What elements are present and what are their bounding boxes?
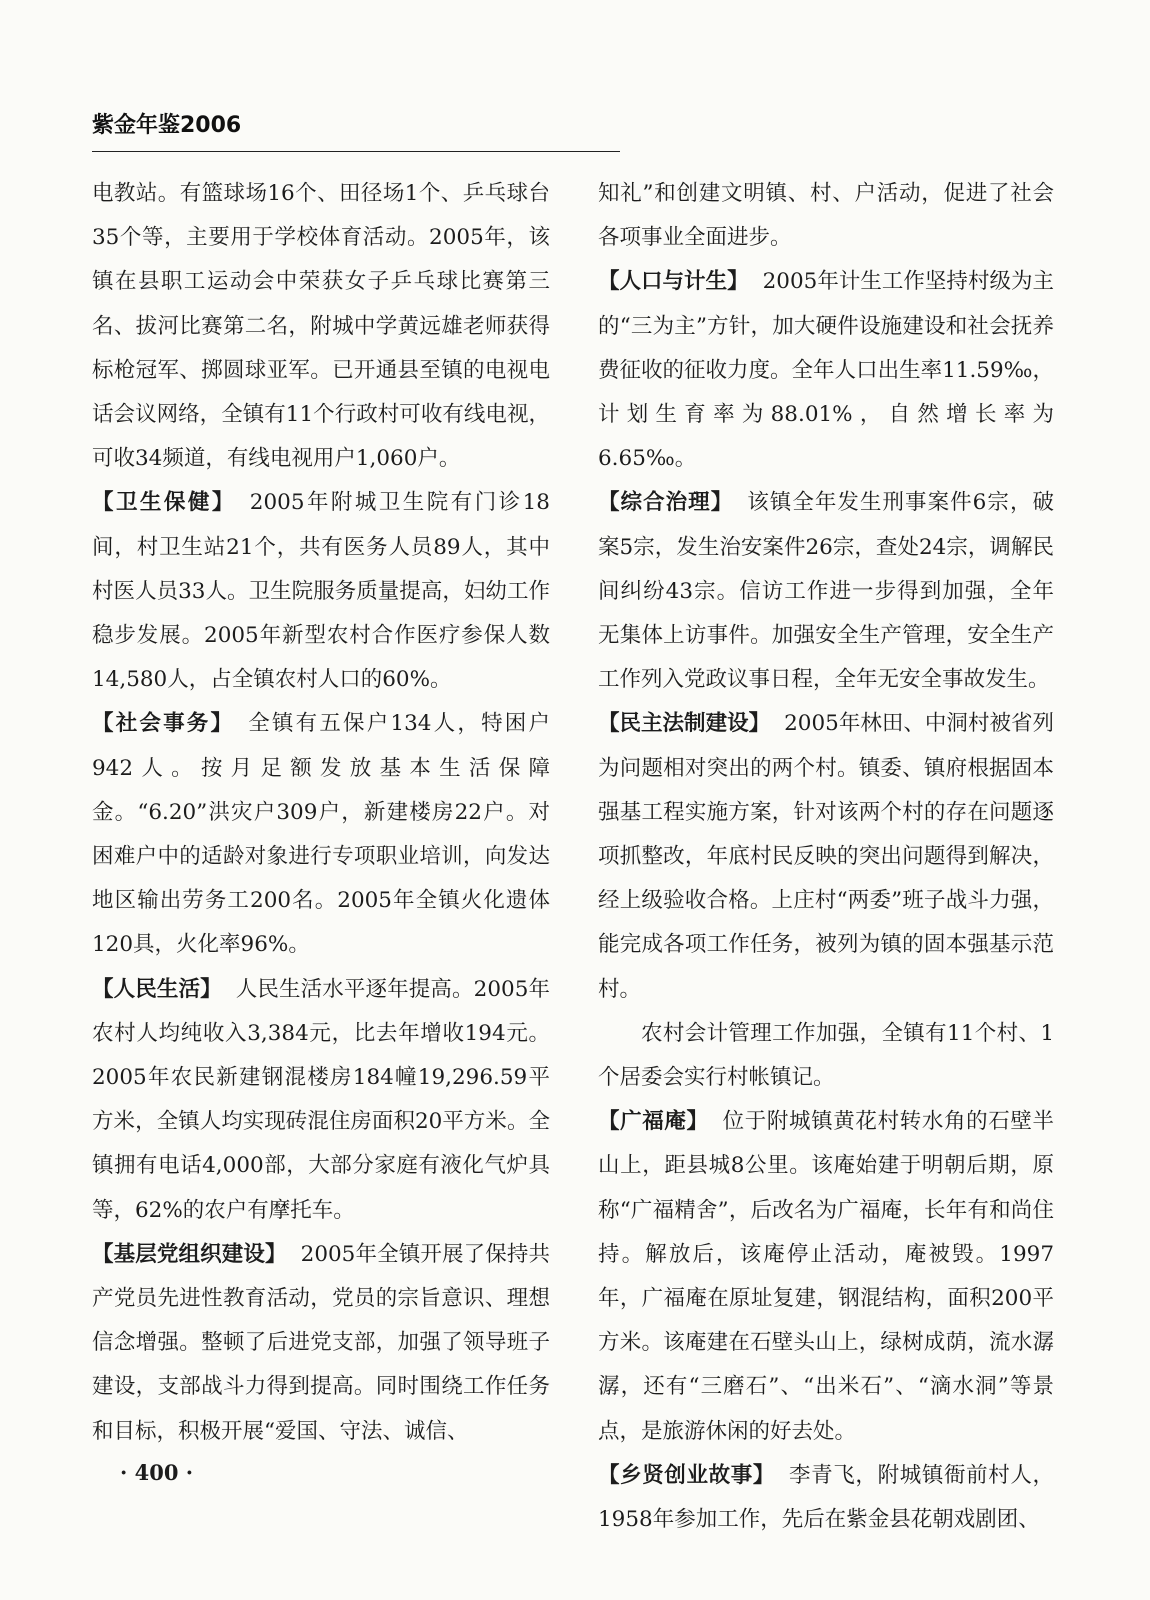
paragraph [92,481,550,702]
paragraph [92,1233,550,1454]
section-title: 【广福庵】 [598,1109,709,1135]
section-title: 【民主法制建设】 [598,711,771,737]
section-title: 【乡贤创业故事】 [598,1462,776,1488]
paragraph [92,968,550,1233]
paragraph [598,702,1054,1011]
section-title: 【人口与计生】 [598,269,749,295]
paragraph-text: 全镇有五保户134人，特困户942人。按月足额发放基本生活保障金。“6.20”洪灾户309户，新建楼房22户。对困难户中的适龄对象进行专项职业培训，向发达地区输出劳务工200名。2005年全镇火化遗体120具，火化率96%。 [92,711,550,958]
paragraph-text: 农村会计管理工作加强，全镇有11个村、1个居委会实行村帐镇记。 [598,1020,1054,1091]
left-column [92,172,550,1454]
paragraph [598,260,1054,481]
section-title: 【综合治理】 [598,490,734,516]
paragraph [92,172,550,481]
header-rule [92,151,620,152]
paragraph-text: 2005年全镇开展了保持共产党员先进性教育活动，党员的宗旨意识、理想信念增强。整顿了后进党支部，加强了领导班子建设，支部战斗力得到提高。同时围绕工作任务和目标，积极开展“爱国、守法、诚信、 [92,1241,550,1444]
paragraph-text: 知礼”和创建文明镇、村、户活动，促进了社会各项事业全面进步。 [598,181,1054,251]
paragraph-text: 李青飞，附城镇衙前村人，1958年参加工作，先后在紫金县花朝戏剧团、 [598,1462,1054,1533]
page-number: · 400 · [120,1460,194,1485]
section-title: 【人民生活】 [92,976,222,1002]
paragraph-text: 2005年林田、中洞村被省列为问题相对突出的两个村。镇委、镇府根据固本强基工程实施方案，针对该两个村的存在问题逐项抓整改，年底村民反映的突出问题得到解决，经上级验收合格。上庄村“两委”班子战斗力强，能完成各项工作任务，被列为镇的固本强基示范村。 [598,711,1054,1002]
section-title: 【社会事务】 [92,711,235,737]
paragraph-text: 位于附城镇黄花村转水角的石壁半山上，距县城8公里。该庵始建于明朝后期，原称“广福精舍”，后改名为广福庵，长年有和尚住持。解放后，该庵停止活动，庵被毁。1997年，广福庵在原址复建，钢混结构，面积200平方米。该庵建在石壁头山上，绿树成荫，流水潺潺，还有“三磨石”、“出米石”、“滴水洞”等景点，是旅游休闲的好去处。 [598,1109,1054,1444]
paragraph-text: 2005年计生工作坚持村级为主的“三为主”方针，加大硬件设施建设和社会抚养费征收的征收力度。全年人口出生率11.59‰，计划生育率为88.01%，自然增长率为6.65‰。 [598,269,1054,472]
paragraph-text: 人民生活水平逐年提高。2005年农村人均纯收入3,384元，比去年增收194元。2005年农民新建钢混楼房184幢19,296.59平方米，全镇人均实现砖混住房面积20平方米。全镇拥有电话4,000部，大部分家庭有液化气炉具等，62%的农户有摩托车。 [92,976,550,1223]
section-title: 【基层党组织建设】 [92,1241,287,1267]
section-title: 【卫生保健】 [92,490,236,516]
paragraph [598,1454,1054,1542]
paragraph-text: 2005年附城卫生院有门诊18间，村卫生站21个，共有医务人员89人，其中村医人员33人。卫生院服务质量提高，妇幼工作稳步发展。2005年新型农村合作医疗参保人数14,580人，占全镇农村人口的60%。 [92,490,550,693]
paragraph [598,172,1054,260]
paragraph [598,1012,1054,1100]
running-header: 紫金年鉴2006 [92,113,242,138]
paragraph [92,702,550,967]
paragraph [598,481,1054,702]
paragraph-text: 该镇全年发生刑事案件6宗，破案5宗，发生治安案件26宗，查处24宗，调解民间纠纷43宗。信访工作进一步得到加强，全年无集体上访事件。加强安全生产管理，安全生产工作列入党政议事日程，全年无安全事故发生。 [598,490,1054,693]
paragraph-text: 电教站。有篮球场16个、田径场1个、乒乓球台35个等，主要用于学校体育活动。2005年，该镇在县职工运动会中荣获女子乒乓球比赛第三名、拔河比赛第二名，附城中学黄远雄老师获得标枪冠军、掷圆球亚军。已开通县至镇的电视电话会议网络，全镇有11个行政村可收有线电视，可收34频道，有线电视用户1,060户。 [92,181,550,472]
right-column [598,172,1054,1542]
paragraph [598,1100,1054,1454]
